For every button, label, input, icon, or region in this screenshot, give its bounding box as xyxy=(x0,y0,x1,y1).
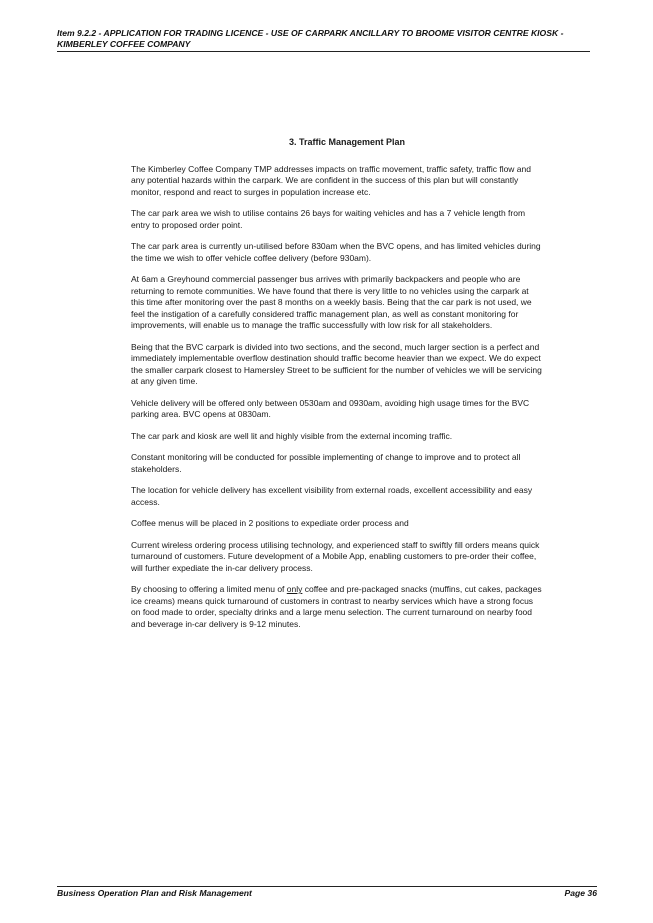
paragraph-car-park-bays: The car park area we wish to utilise contains 26 bays for waiting vehicles and has a 7 vehicle length from entry to proposed order point. xyxy=(131,208,526,230)
header-title-line-2: KIMBERLEY COFFEE COMPANY xyxy=(57,39,191,49)
footer-document-title: Business Operation Plan and Risk Management xyxy=(57,888,252,898)
paragraph-delivery-hours: Vehicle delivery will be offered only between 0530am and 0930am, avoiding high usage times for the BVC parking area. BVC opens at 0830am. xyxy=(131,397,530,419)
paragraph-wireless-ordering: Current wireless ordering process utilising technology, and experienced staff to swiftly fill orders means quick turnaround of customers. Future development of a Mobile App, enabling customers to pre-order their coffee, will further expediate the in-car delivery process. xyxy=(131,539,540,573)
paragraph-tmp-overview: The Kimberley Coffee Company TMP addresses impacts on traffic movement, traffic safety, traffic flow and any potential hazards within the carpark. We are confident in the success of this plan but will constantly monitor, respond and react to surges in population increase etc. xyxy=(131,163,531,197)
header-title-line-1: Item 9.2.2 - APPLICATION FOR TRADING LICENCE - USE OF CARPARK ANCILLARY TO BROOME VISITOR CENTRE KIOSK - xyxy=(57,28,564,38)
limited-menu-text-end: coffee and pre-packaged snacks (muffins, cut cakes, packages ice creams) means quick turnaround of customers in contrast to nearby services which have a strong focus on food made to order, specialty drinks and a large menu selection. The current turnaround on nearby food and beverage in-car delivery is 9-12 minutes. xyxy=(131,584,542,629)
paragraph-lighting: The car park and kiosk are well lit and highly visible from the external incoming traffic. xyxy=(131,430,453,441)
page-number: Page 36 xyxy=(564,888,597,898)
paragraph-coffee-menus: Coffee menus will be placed in 2 positions to expediate order process and xyxy=(131,518,409,528)
paragraph-greyhound-bus: At 6am a Greyhound commercial passenger bus arrives with primarily backpackers and people who are returning to remote communities. We have found that there is very little to no vehicles using the carpark at this time after monitoring over the past 8 months on a weekly basis. Being that the car park is not used, we feel the instigation of a carefully considered traffic management plan, as well as constant monitoring for improvements, will enable us to manage the traffic successfully with low risk for all stakeholders. xyxy=(131,274,532,330)
paragraph-carpark-sections: Being that the BVC carpark is divided into two sections, and the second, much larger section is a perfect and immediately implementable overflow destination should traffic become heavier than we expect. We do expect the smaller carpark closest to Hamersley Street to be sufficient for the number of vehicles we will be servicing at any given time. xyxy=(131,341,542,386)
document-body xyxy=(131,137,543,640)
paragraph-monitoring: Constant monitoring will be conducted for possible implementing of change to improve and to protect all stakeholders. xyxy=(131,452,521,474)
limited-menu-emphasis: only xyxy=(286,584,303,594)
section-heading: 3. Traffic Management Plan xyxy=(288,137,406,147)
paragraph-car-park-usage: The car park area is currently un-utilised before 830am when the BVC opens, and has limited vehicles during the time we wish to offer vehicle coffee delivery (before 930am). xyxy=(131,241,541,263)
page-footer xyxy=(57,886,597,898)
paragraph-visibility: The location for vehicle delivery has excellent visibility from external roads, excellent accessibility and easy access. xyxy=(131,485,533,507)
page-header xyxy=(57,28,590,52)
paragraph-limited-menu xyxy=(131,584,543,630)
limited-menu-text-start: By choosing to offering a limited menu of xyxy=(131,584,287,594)
